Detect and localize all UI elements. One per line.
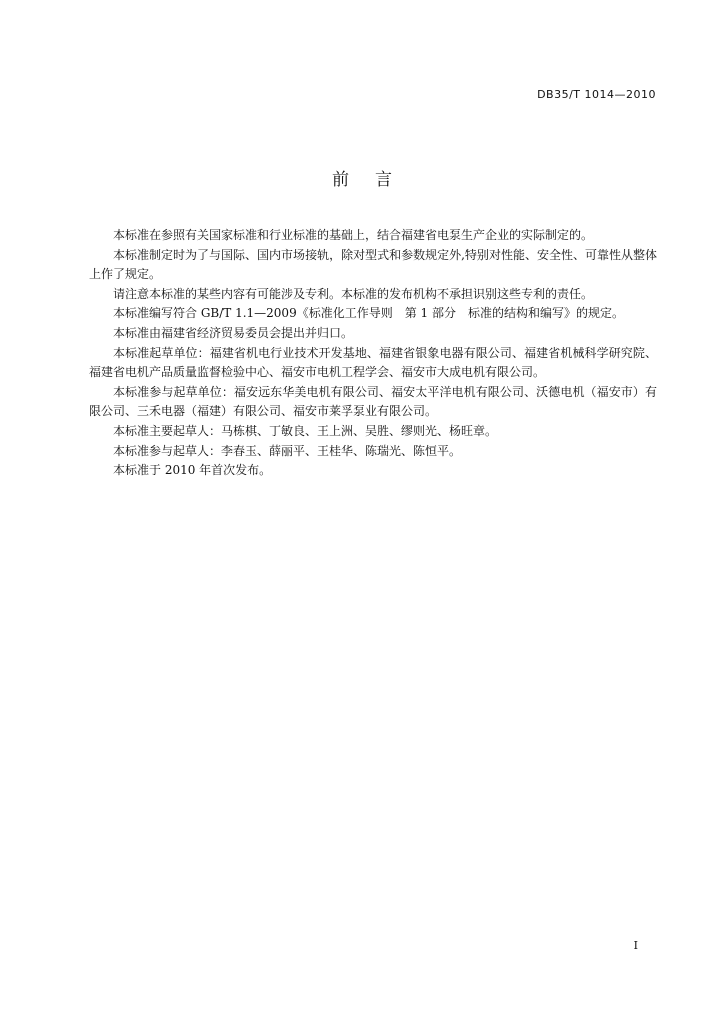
paragraph-drafting-units: 本标准起草单位：福建省机电行业技术开发基地、福建省银象电器有限公司、福建省机械科学研究院、福建省电机产品质量监督检验中心、福安市电机工程学会、福安市大成电机有限公司。 (89, 345, 657, 380)
paragraph-proposer: 本标准由福建省经济贸易委员会提出并归口。 (113, 325, 354, 340)
paragraph-reference-basis: 本标准在参照有关国家标准和行业标准的基础上，结合福建省电泵生产企业的实际制定的。 (113, 228, 594, 242)
page-title (0, 165, 724, 190)
title-char-1: 前 (332, 170, 349, 190)
paragraph-participating-drafters: 本标准参与起草人：李春玉、薛丽平、王桂华、陈瑞光、陈恒平。 (113, 443, 462, 458)
document-code: DB35/T 1014—2010 (537, 88, 656, 101)
paragraph-participating-units: 本标准参与起草单位：福安远东华美电机有限公司、福安太平洋电机有限公司、沃德电机（福安市）有限公司、三禾电器（福建）有限公司、福安市莱孚泵业有限公司。 (89, 384, 657, 419)
paragraph-scope-rationale: 本标准制定时为了与国际、国内市场接轨，除对型式和参数规定外,特别对性能、安全性、可靠性从整体上作了规定。 (89, 247, 657, 282)
page-number: I (633, 939, 638, 952)
paragraph-drafting-rules: 本标准编写符合 GB/T 1.1—2009《标准化工作导则 第 1 部分 标准的结构和编写》的规定。 (113, 306, 624, 321)
foreword-body (89, 226, 657, 481)
paragraph-release-info: 本标准于 2010 年首次发布。 (113, 463, 272, 478)
paragraph-patent-notice: 请注意本标准的某些内容有可能涉及专利。本标准的发布机构不承担识别这些专利的责任。 (113, 286, 594, 301)
paragraph-main-drafters: 本标准主要起草人：马栋棋、丁敏良、王上洲、吴胜、缪则光、杨旺章。 (113, 423, 498, 438)
title-char-2: 言 (375, 170, 392, 190)
